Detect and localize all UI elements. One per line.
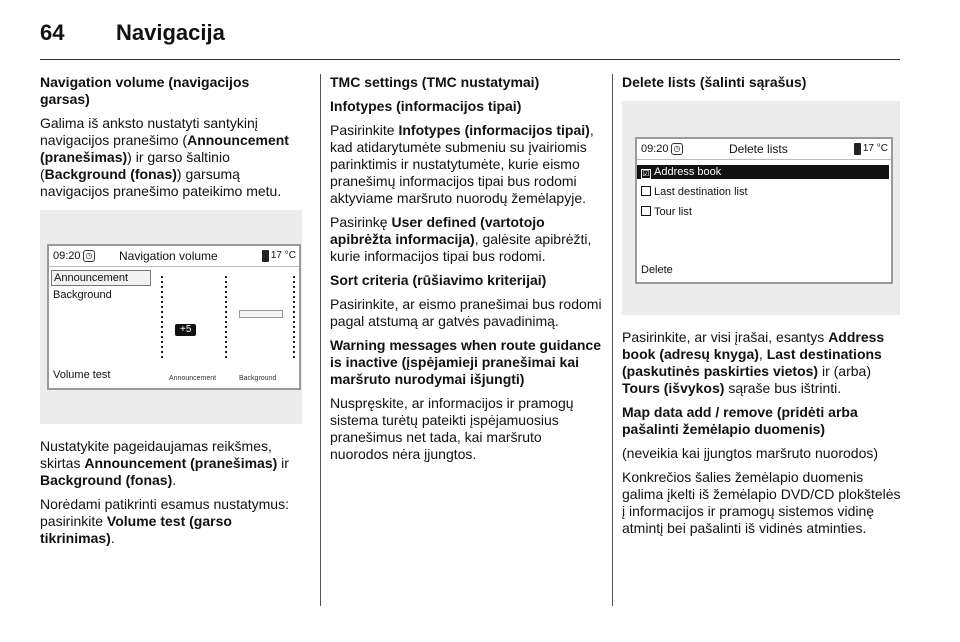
- text: ,: [758, 346, 767, 362]
- item-label: Tour list: [654, 206, 692, 218]
- background-scale: [293, 276, 295, 360]
- clock-icon: ◷: [83, 250, 95, 262]
- bold-text: User defined (vartotojo apibrėžta informacija): [330, 214, 545, 247]
- bold-text: Tours (išvykos): [622, 380, 725, 396]
- paragraph: Konkrečios šalies žemėlapio duomenis galima įkelti iš žemėlapio DVD/CD plokštelės į informacijos ir pramogų sistemos vidinę atmintį bei pašalinti iš vidinės atminties.: [622, 469, 901, 536]
- paragraph: [40, 438, 302, 489]
- section-heading: Map data add / remove (pridėti arba pašalinti žemėlapio duomenis): [622, 404, 858, 437]
- list-item-address-book[interactable]: [637, 165, 889, 179]
- bold-text: Infotypes (informacijos tipai): [398, 122, 590, 138]
- subsection-heading: Sort criteria (rūšiavimo kriterijai): [330, 272, 547, 288]
- paragraph: Nuspręskite, ar informacijos ir pramogų sistema turėtų pateikti įspėjamuosius pranešimus net tada, kai maršruto nuorodos nėra įjungtos.: [330, 395, 574, 462]
- screen-title: Delete lists: [729, 142, 788, 156]
- column-divider: [612, 74, 613, 606]
- column-divider: [320, 74, 321, 606]
- clock-time: 09:20: [53, 250, 81, 262]
- paragraph: [330, 214, 602, 265]
- status-bar: [49, 246, 299, 267]
- checkbox-icon: [641, 186, 651, 196]
- section-heading: Navigation volume (navigacijos garsas): [40, 74, 250, 107]
- text: ir: [277, 455, 289, 471]
- paragraph: (neveikia kai įjungtos maršruto nuorodos): [622, 445, 879, 461]
- text: Norėdami patikrinti esamus nustatymus: pasirinkite: [40, 496, 289, 529]
- section-heading: Delete lists (šalinti sąrašus): [622, 74, 807, 90]
- column-3: [622, 74, 902, 544]
- phone-icon: [262, 250, 269, 262]
- section-heading: TMC settings (TMC nustatymai): [330, 74, 540, 90]
- text: .: [172, 472, 177, 488]
- subsection-heading: Warning messages when route guidance is inactive (įspėjamieji pranešimai kai maršruto nurodymai išjungti): [330, 337, 601, 387]
- text: Pasirinkę: [330, 214, 392, 230]
- subsection-heading: Infotypes (informacijos tipai): [330, 98, 522, 114]
- text: sąraše bus ištrinti.: [724, 380, 842, 396]
- text: Nustatykite pageidaujamas reikšmes, skirtas: [40, 438, 272, 471]
- temperature: 17 °C: [862, 143, 888, 154]
- text: Galima iš anksto nustatyti santykinį navigacijos pranešimo (: [40, 115, 258, 148]
- checkbox-icon: [641, 206, 651, 216]
- text: ) garsumą navigacijos pranešimo pateikimo metu.: [40, 166, 282, 199]
- menu-item-volume-test[interactable]: Volume test: [53, 369, 111, 381]
- paragraph: [622, 329, 902, 397]
- paragraph: [40, 115, 302, 200]
- checkbox-checked-icon: ☑: [642, 169, 650, 178]
- item-label: Last destination list: [654, 186, 748, 198]
- list-item-tour-list[interactable]: [641, 205, 692, 219]
- screen-title: Navigation volume: [119, 249, 218, 263]
- page-title: Navigacija: [116, 20, 225, 45]
- bold-text: Volume test (garso tikrinimas): [40, 513, 232, 546]
- background-level-bar[interactable]: [239, 310, 283, 318]
- bold-text: Last destinations (paskutinės paskirties vietos): [622, 346, 882, 379]
- bold-text: Background (fonas): [44, 166, 177, 182]
- display-screen: [635, 137, 893, 284]
- phone-icon: [854, 143, 861, 155]
- text: .: [110, 530, 115, 546]
- text: , kad atidarytumėte submeniu su įvairiomis parinktimis ir nustatytumėte, kurie eismo pranešimų informacijos tipai bus rodomi aktyviame maršruto nuorodų žemėlapyje.: [330, 122, 594, 206]
- text: , galėsite apibrėžti, kurie informacijos tipai bus rodomi.: [330, 231, 592, 264]
- paragraph: Pasirinkite, ar eismo pranešimai bus rodomi pagal atstumą ar gatvės pavadinimą.: [330, 296, 602, 329]
- delete-button[interactable]: Delete: [641, 264, 673, 276]
- paragraph: [40, 496, 302, 547]
- bold-text: Address book (adresų knyga): [622, 329, 885, 362]
- bold-text: Background (fonas): [40, 472, 173, 488]
- text: Pasirinkite, ar visi įrašai, esantys: [622, 329, 829, 345]
- clock-icon: ◷: [671, 143, 683, 155]
- menu-item-background[interactable]: Background: [53, 289, 112, 301]
- text: ir (arba): [818, 363, 871, 379]
- background-label: Background: [239, 375, 277, 382]
- text: Pasirinkite: [330, 122, 399, 138]
- column-1: [40, 74, 302, 554]
- status-bar: [637, 139, 891, 160]
- text: ) ir garso šaltinio (: [40, 149, 230, 182]
- page-header: [40, 0, 900, 60]
- paragraph: [330, 122, 602, 207]
- clock-time: 09:20: [641, 143, 669, 155]
- delete-lists-screenshot: [622, 101, 900, 315]
- header-rule: [40, 59, 900, 60]
- menu-item-announcement[interactable]: Announcement: [51, 270, 151, 286]
- bold-text: Announcement (pranešimas): [40, 132, 289, 165]
- announcement-scale-right: [225, 276, 227, 360]
- item-label: Address book: [654, 166, 722, 178]
- list-item-last-destination-list[interactable]: [641, 185, 748, 199]
- announcement-level-marker[interactable]: +5: [175, 324, 196, 336]
- page-number: 64: [40, 20, 65, 45]
- bold-text: Announcement (pranešimas): [84, 455, 278, 471]
- column-2: [330, 74, 602, 470]
- temperature: 17 °C: [270, 250, 296, 261]
- announcement-label: Announcement: [169, 375, 217, 382]
- display-screen: [47, 244, 301, 390]
- announcement-scale-left: [161, 276, 163, 360]
- navigation-volume-screenshot: [40, 210, 302, 424]
